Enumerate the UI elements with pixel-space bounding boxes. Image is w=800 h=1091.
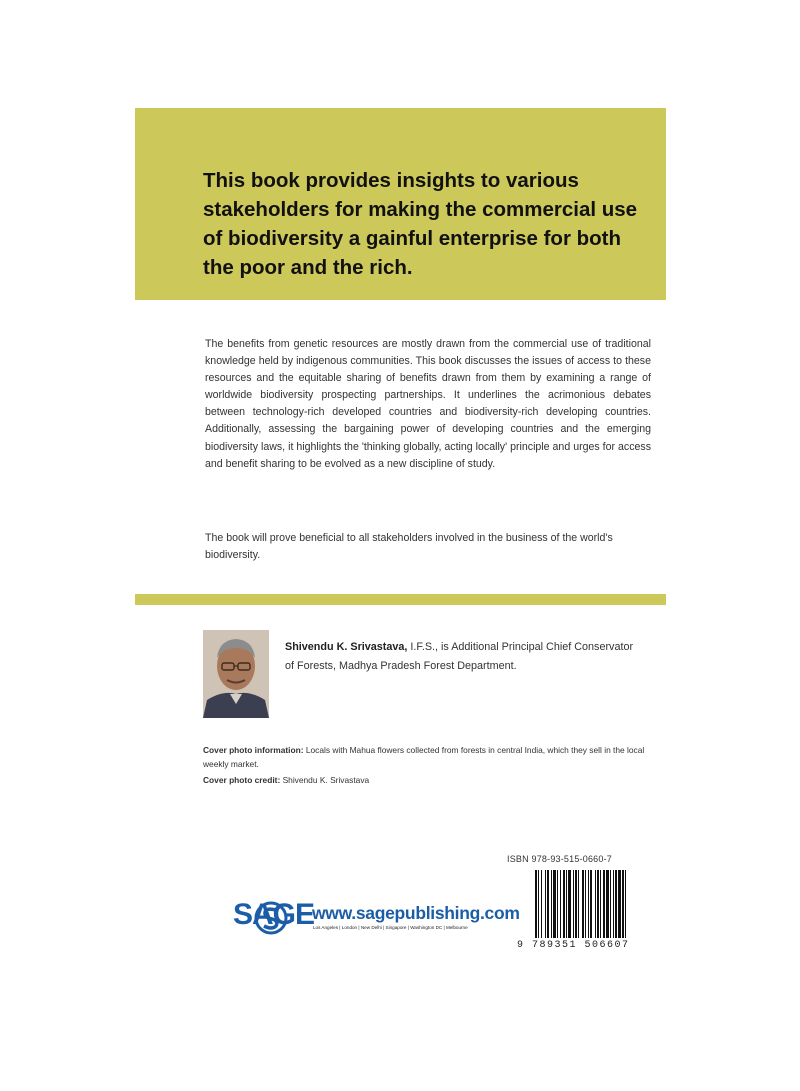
barcode-bar <box>578 870 579 938</box>
cover-photo-info <box>203 743 663 771</box>
headline: This book provides insights to various stakeholders for making the commercial use of biodiversity a gainful enterprise for both the poor and the rich. <box>203 169 638 279</box>
cover-photo-info-label: Cover photo information: <box>203 745 304 755</box>
cover-photo-info-text: Locals with Mahua flowers collected from forests in central India, which they sell in the local weekly market. <box>203 745 645 769</box>
barcode-bar <box>566 870 567 938</box>
author-bio <box>285 638 645 676</box>
back-cover <box>135 108 666 1008</box>
barcode-bar <box>603 870 605 938</box>
barcode-bar <box>585 870 586 938</box>
author-bio-text: I.F.S., is Additional Principal Chief Conservator of Forests, Madhya Pradesh Forest Department. <box>285 641 634 672</box>
barcode-bar <box>538 870 539 938</box>
barcode-bar <box>560 870 561 938</box>
publisher-url[interactable]: www.sagepublishing.com <box>312 903 520 923</box>
barcode-bar <box>595 870 596 938</box>
cover-photo-credit-label: Cover photo credit: <box>203 775 281 785</box>
barcode-bar <box>545 870 546 938</box>
barcode-bar <box>557 870 558 938</box>
barcode-bar <box>582 870 584 938</box>
barcode-bar <box>600 870 601 938</box>
barcode-bar <box>535 870 537 938</box>
barcode-bar <box>568 870 571 938</box>
barcode-digits: 9 789351 506607 <box>517 940 630 951</box>
barcode-bar <box>618 870 621 938</box>
barcode-bar <box>573 870 574 938</box>
barcode-bar <box>575 870 577 938</box>
barcode-icon <box>533 870 663 942</box>
barcode-bar <box>563 870 565 938</box>
barcode-bar <box>622 870 624 938</box>
barcode-bar <box>553 870 556 938</box>
author-portrait-image <box>203 630 269 718</box>
barcode-bar <box>606 870 609 938</box>
cover-photo-credit-text: Shivendu K. Srivastava <box>280 775 370 785</box>
barcode-bar <box>610 870 611 938</box>
barcode-bar <box>613 870 614 938</box>
author-name: Shivendu K. Srivastava, <box>285 641 408 653</box>
description-paragraph: The benefits from genetic resources are mostly drawn from the commercial use of traditional knowledge held by indigenous communities. This book discusses the issues of access to these resources and the equitable sharing of benefits drawn from them by examining a range of worldwide biodiversity prospecting partnerships. It underlines the acrimonious debates between technology-rich developed countries and biodiversity-rich developing countries. Additionally, assessing the bargaining power of developing countries and the emerging biodiversity laws, it highlights the 'thinking globally, acting locally' principle and urges for access and benefit sharing to be evolved as a new discipline of study. <box>205 338 651 470</box>
publisher-cities: Los Angeles | London | New Delhi | Singapore | Washington DC | Melbourne <box>313 925 468 930</box>
barcode-bar <box>588 870 589 938</box>
barcode-bar <box>625 870 626 938</box>
publisher-name: SAGE <box>233 898 315 931</box>
barcode-bar <box>541 870 542 938</box>
barcode-bar <box>547 870 549 938</box>
description-paragraph-2: The book will prove beneficial to all stakeholders involved in the business of the world's biodiversity. <box>205 532 613 562</box>
divider-band <box>135 594 666 605</box>
barcode-bar <box>615 870 617 938</box>
cover-photo-credit <box>203 773 663 787</box>
isbn: ISBN 978-93-515-0660-7 <box>507 854 612 864</box>
barcode-bar <box>590 870 592 938</box>
barcode-bar <box>597 870 599 938</box>
barcode-bar <box>551 870 552 938</box>
author-photo <box>203 630 269 718</box>
